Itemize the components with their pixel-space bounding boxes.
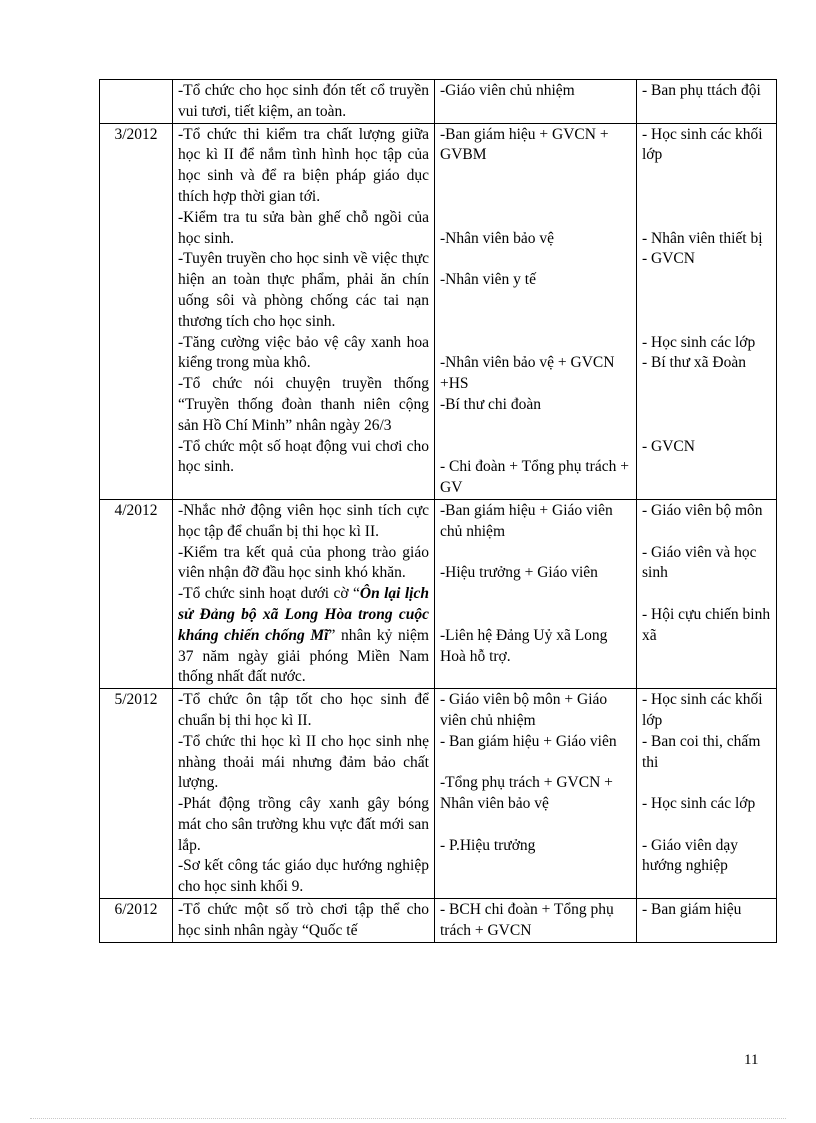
participants-cell bbox=[637, 499, 777, 688]
responsible-item: -Ban giám hiệu + Giáo viên chủ nhiệm bbox=[440, 501, 613, 540]
participant-item: - Học sinh các lớp bbox=[642, 333, 756, 351]
participant-item: - Giáo viên dạy hướng nghiệp bbox=[642, 836, 738, 875]
responsible-item: - Ban giám hiệu + Giáo viên bbox=[440, 732, 617, 750]
responsible-item: -Nhân viên bảo vệ bbox=[440, 229, 555, 247]
responsible-item: - P.Hiệu trưởng bbox=[440, 836, 536, 854]
participants-cell bbox=[637, 123, 777, 499]
responsible-item: -Bí thư chi đoàn bbox=[440, 395, 541, 413]
participant-item: - Ban phụ ttách đội bbox=[642, 82, 761, 99]
month-cell: 5/2012 bbox=[100, 689, 173, 899]
responsible-item: -Nhân viên y tế bbox=[440, 271, 536, 289]
page-number: 11 bbox=[744, 1052, 759, 1068]
responsible-cell bbox=[435, 123, 637, 499]
activity-item: -Nhắc nhở động viên học sinh tích cực học tập để chuẩn bị thi học kì II. bbox=[178, 501, 429, 540]
activity-item: -Tuyên truyền cho học sinh về việc thực hiện an toàn thực phẩm, phải ăn chín uống sôi và phòng chống các tai nạn thương tích cho học sinh. bbox=[178, 250, 429, 330]
responsible-cell bbox=[435, 899, 637, 943]
activity-item: -Tổ chức thi kiểm tra chất lượng giữa học kì II để nắm tình hình học tập của học sinh và để ra biện pháp giáo dục thích hợp thời gian tới. bbox=[178, 125, 429, 205]
month-cell: 4/2012 bbox=[100, 499, 173, 688]
participant-item: - Nhân viên thiết bị bbox=[642, 229, 763, 247]
participant-item: - Giáo viên và học sinh bbox=[642, 543, 757, 582]
responsible-item: -Tổng phụ trách + GVCN + Nhân viên bảo vệ bbox=[440, 774, 613, 813]
activity-item: -Kiểm tra kết quả của phong trào giáo viên nhận đỡ đầu học sinh khó khăn. bbox=[178, 543, 429, 582]
month-cell: 3/2012 bbox=[100, 123, 173, 499]
activity-text: -Tổ chức sinh hoạt dưới cờ “ bbox=[178, 585, 360, 603]
activity-item: -Sơ kết công tác giáo dục hướng nghiệp cho học sinh khối 9. bbox=[178, 857, 429, 896]
participant-item: - Hội cựu chiến binh xã bbox=[642, 605, 771, 644]
participant-item: - GVCN bbox=[642, 437, 695, 455]
participant-item: - Bí thư xã Đoàn bbox=[642, 354, 746, 372]
activity-item: -Tổ chức nói chuyện truyền thống “Truyền thống đoàn thanh niên cộng sản Hồ Chí Minh” nhân ngày 26/3 bbox=[178, 375, 429, 434]
participant-item: - Ban coi thi, chấm thi bbox=[642, 732, 761, 771]
month-cell: 6/2012 bbox=[100, 899, 173, 943]
activity-text: ” nhân kỷ niệm 37 năm ngày giải phóng Miền Nam thống nhất đất nước. bbox=[178, 626, 429, 686]
participant-item: - Giáo viên bộ môn bbox=[642, 501, 763, 519]
participant-item: - Học sinh các lớp bbox=[642, 795, 756, 813]
activity-item: -Tổ chức một số trò chơi tập thể cho học sinh nhân ngày “Quốc tế bbox=[178, 901, 429, 939]
activities-cell bbox=[173, 80, 435, 124]
responsible-item: - BCH chi đoàn + Tổng phụ trách + GVCN bbox=[440, 901, 614, 939]
responsible-item: - Chi đoàn + Tổng phụ trách + GV bbox=[440, 458, 629, 497]
activities-cell bbox=[173, 123, 435, 499]
activity-item: -Tổ chức một số hoạt động vui chơi cho học sinh. bbox=[178, 437, 429, 476]
table-row bbox=[100, 80, 777, 124]
participant-item: - Học sinh các khối lớp bbox=[642, 691, 763, 729]
responsible-item: -Ban giám hiệu + GVCN + GVBM bbox=[440, 125, 609, 164]
page-border bbox=[30, 1118, 786, 1119]
table-row bbox=[100, 123, 777, 499]
participants-cell bbox=[637, 689, 777, 899]
activity-item bbox=[178, 584, 429, 688]
activity-item: -Tăng cường việc bảo vệ cây xanh hoa kiểng trong mùa khô. bbox=[178, 333, 429, 372]
table-row bbox=[100, 689, 777, 899]
activities-cell bbox=[173, 899, 435, 943]
activities-cell bbox=[173, 689, 435, 899]
responsible-cell bbox=[435, 80, 637, 124]
participant-item: - Học sinh các khối lớp bbox=[642, 125, 763, 164]
participants-cell bbox=[637, 80, 777, 124]
responsible-item: -Hiệu trưởng + Giáo viên bbox=[440, 564, 598, 582]
activity-item: -Tổ chức thi học kì II cho học sinh nhẹ nhàng thoải mái nhưng đảm bảo chất lượng. bbox=[178, 732, 429, 792]
responsible-cell bbox=[435, 499, 637, 688]
responsible-item: -Nhân viên bảo vệ + GVCN +HS bbox=[440, 354, 615, 393]
activity-item: -Tổ chức cho học sinh đón tết cổ truyền vui tươi, tiết kiệm, an toàn. bbox=[178, 82, 429, 120]
participant-item: - Ban giám hiệu bbox=[642, 901, 742, 919]
table-row bbox=[100, 899, 777, 943]
table-row bbox=[100, 499, 777, 688]
responsible-item: -Liên hệ Đảng Uỷ xã Long Hoà hỗ trợ. bbox=[440, 626, 608, 665]
responsible-item: -Giáo viên chủ nhiệm bbox=[440, 82, 575, 99]
month-cell bbox=[100, 80, 173, 124]
activity-item: -Phát động trồng cây xanh gây bóng mát cho sân trường khu vực đất mới san lắp. bbox=[178, 795, 429, 854]
activities-cell bbox=[173, 499, 435, 688]
participants-cell bbox=[637, 899, 777, 943]
responsible-item: - Giáo viên bộ môn + Giáo viên chủ nhiệm bbox=[440, 691, 608, 729]
participant-item: - GVCN bbox=[642, 250, 695, 268]
activity-plan-table bbox=[99, 79, 777, 943]
activity-item: -Kiểm tra tu sửa bàn ghế chỗ ngồi của học sinh. bbox=[178, 208, 429, 247]
event-title: Ôn lại lịch sử Đảng bộ xã Long Hòa trong cuộc kháng chiến chống Mĩ bbox=[178, 585, 429, 644]
activity-item: -Tổ chức ôn tập tốt cho học sinh để chuẩn bị thi học kì II. bbox=[178, 691, 429, 729]
responsible-cell bbox=[435, 689, 637, 899]
